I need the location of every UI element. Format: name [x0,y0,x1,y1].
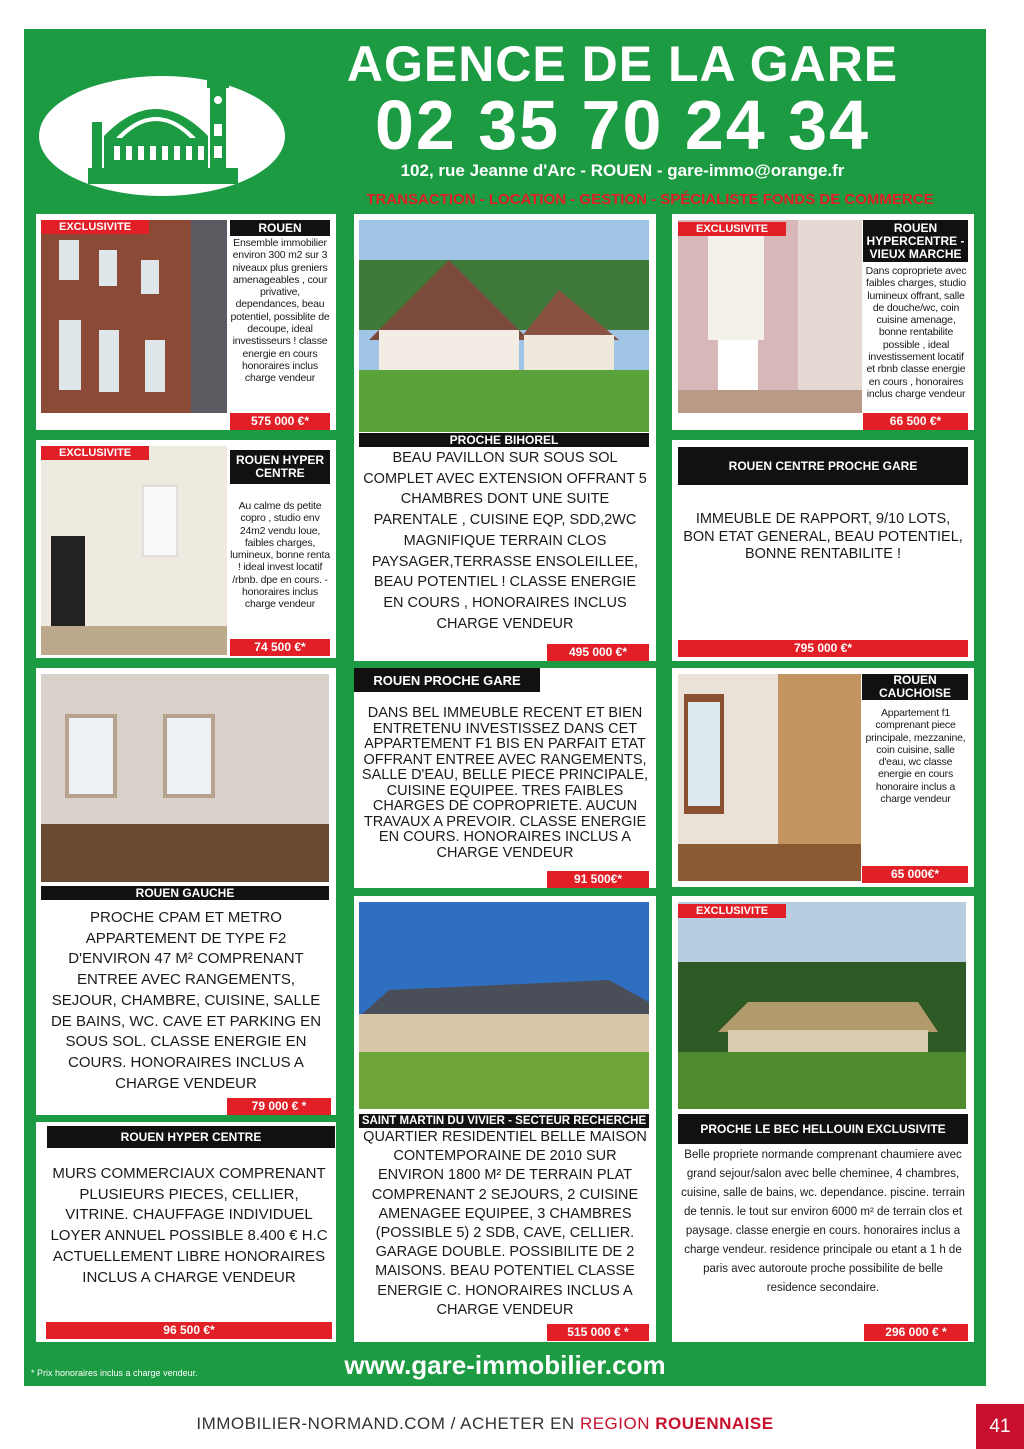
listing-description: Belle propriete normande comprenant chaumiere avec grand sejour/salon avec belle cheminee, 4 chambres, cuisine, salle de bains, wc. dependance. piscine. terrain de tennis. le tout sur environ 6000 m² de terrain clos et paysage. classe energie en cours. honoraires inclus a charge vendeur. residence principale ou etant a 1 h de paris avec autoroute proche possibilite de belle residence secondaire. [681,1149,965,1294]
listing-price: 74 500 €* [230,639,330,656]
listing-title: PROCHE BIHOREL [359,433,649,447]
listing-card-rouen-hyper-centre-studio[interactable] [36,440,336,658]
photo-house-garden [359,220,649,432]
listing-description: Ensemble immobilier environ 300 m2 sur 3 niveaux plus greniers amenageables , cour privative, dependances, beau potentiel, possiblite de decoupe, ideal investisseurs ! classe energie en cours honoraires inclus charge vendeur [230,237,330,385]
listing-card-rouen-cauchoise[interactable] [672,668,974,887]
listing-card-rouen-proche-gare[interactable] [354,668,656,888]
listing-title: ROUEN GAUCHE [41,886,329,900]
region-word: REGION [579,1414,650,1433]
listing-title: ROUEN PROCHE GARE [354,668,540,692]
photo-studio-interior [678,220,862,413]
listing-card-saint-martin-du-vivier[interactable] [354,896,656,1342]
listing-title: ROUEN CAUCHOISE [862,674,968,700]
train-station-icon [86,74,246,190]
page-number: 41 [976,1404,1024,1449]
listing-price: 66 500 €* [863,413,968,430]
listing-title: ROUEN HYPERCENTRE -VIEUX MARCHE [863,220,968,262]
magazine-footer [0,1414,970,1434]
listing-card-rouen-gauche[interactable] [36,668,336,1115]
listing-price: 795 000 €* [678,640,968,657]
listing-description: Appartement f1 comprenant piece principale, mezzanine, coin cuisine, salle d'eau, wc classe energie en cours honoraire inclus a charge vendeur [865,707,966,806]
listing-card-rouen-centre-proche-gare[interactable] [672,440,974,661]
listing-description: MURS COMMERCIAUX COMPRENANT PLUSIEURS PIECES, CELLIER, VITRINE. CHAUFFAGE INDIVIDUEL LOYER ANNUEL POSSIBLE 8.400 € H.C ACTUELLEMENT LIBRE HONORAIRES INCLUS A CHARGE VENDEUR [50,1165,328,1286]
listing-price: 296 000 € * [864,1324,968,1341]
exclusivite-badge: EXCLUSIVITE [41,220,149,234]
listing-price: 96 500 €* [46,1322,332,1339]
listing-description: Au calme ds petite copro , studio env 24m2 vendu loue, faibles charges, lumineux, bonne renta ! ideal invest locatif /rbnb. dpe en cours. - honoraires inclus charge vendeur [230,500,330,611]
agency-name: AGENCE DE LA GARE [346,36,899,92]
photo-white-studio [41,446,227,655]
price-footnote: * Prix honoraires inclus a charge vendeur. [31,1368,198,1378]
listing-description: BEAU PAVILLON SUR SOUS SOL COMPLET AVEC EXTENSION OFFRANT 5 CHAMBRES DONT UNE SUITE PARENTALE , CUISINE EQP, SDD,2WC MAGNIFIQUE TERRAIN CLOS PAYSAGER,TERRASSE ENSOLEILLEE, BEAU POTENTIEL ! CLASSE ENERGIE EN COURS , HONORAIRES INCLUS CHARGE VENDEUR [363,450,647,632]
listing-card-proche-bihorel[interactable] [354,214,656,661]
listing-description: IMMEUBLE DE RAPPORT, 9/10 LOTS, BON ETAT GENERAL, BEAU POTENTIEL, BONNE RENTABILITE ! [683,511,963,562]
listing-title: ROUEN [230,220,330,236]
agency-services: TRANSACTION - LOCATION - GESTION - SPÉCIALISTE FONDS DE COMMERCE [366,191,934,208]
listing-price: 91 500€* [547,871,649,888]
photo-brick-building [41,220,227,413]
listing-price: 65 000€* [862,866,968,883]
agency-address: 102, rue Jeanne d'Arc - ROUEN - gare-immo@orange.fr [400,161,845,180]
listing-price: 515 000 € * [547,1324,649,1341]
listing-price: 495 000 €* [547,644,649,661]
listing-title: SAINT MARTIN DU VIVIER - SECTEUR RECHERCHE [359,1114,649,1128]
listing-price: 575 000 €* [230,413,330,430]
listing-description: Dans copropriete avec faibles charges, studio lumineux offrant, salle de douche/wc, coin cuisine amenage, bonne rentabilite possible , ideal investissement locatif et rbnb classe energie en cours , honoraires inclus charge vendeur [865,265,967,400]
exclusivite-badge: EXCLUSIVITE [678,222,786,236]
exclusivite-badge: EXCLUSIVITE [678,904,786,918]
listing-title: ROUEN HYPER CENTRE [47,1126,335,1148]
photo-mezzanine-apartment [678,674,861,881]
listing-card-proche-le-bec-hellouin[interactable] [672,896,974,1342]
listing-description: QUARTIER RESIDENTIEL BELLE MAISON CONTEMPORAINE DE 2010 SUR ENVIRON 1800 M² DE TERRAIN PLAT COMPRENANT 2 SEJOURS, 2 CUISINE AMENAGEE EQUIPEE, 3 CHAMBRES (POSSIBLE 5) 2 SDB, CAVE, CELLIER. GARAGE DOUBLE. POSSIBILITE DE 2 MAISONS. BEAU POTENTIEL CLASSE ENERGIE C. HONORAIRES INCLUS A CHARGE VENDEUR [363,1129,647,1318]
listing-price: 79 000 € * [227,1098,331,1115]
listing-description: DANS BEL IMMEUBLE RECENT ET BIEN ENTRETENU INVESTISSEZ DANS CET APPARTEMENT F1 BIS EN PARFAIT ETAT OFFRANT ENTREE AVEC RANGEMENTS, SALLE D'EAU, BELLE PIECE PRINCIPALE, CUISINE EQUIPEE. TRES FAIBLES CHARGES DE COPROPRIETE. AUCUN TRAVAUX A PREVOIR. CLASSE ENERGIE EN COURS. HONORAIRES INCLUS A CHARGE VENDEUR [361,705,649,861]
exclusivite-badge: EXCLUSIVITE [41,446,149,460]
listing-description: PROCHE CPAM ET METRO APPARTEMENT DE TYPE F2 D'ENVIRON 47 M² COMPRENANT ENTREE AVEC RANGEMENTS, SEJOUR, CHAMBRE, CUISINE, SALLE DE BAINS, WC. CAVE ET PARKING EN SOUS SOL. CLASSE ENERGIE EN COURS. HONORAIRES INCLUS A CHARGE VENDEUR [50,909,322,1092]
listing-title: PROCHE LE BEC HELLOUIN EXCLUSIVITE [678,1114,968,1144]
listing-title: ROUEN HYPER CENTRE [230,450,330,484]
photo-normandy-thatched-house [678,902,966,1109]
photo-contemporary-house [359,902,649,1109]
region-name: ROUENNAISE [655,1414,774,1433]
magazine-site[interactable]: IMMOBILIER-NORMAND.COM / ACHETER EN [196,1414,575,1433]
website-link[interactable]: www.gare-immobilier.com [344,1350,666,1380]
photo-empty-apartment [41,674,329,882]
listing-card-rouen[interactable] [36,214,336,430]
listing-card-rouen-hyper-centre-murs[interactable] [36,1122,336,1342]
agency-phone[interactable]: 02 35 70 24 34 [374,86,871,164]
listing-card-rouen-hypercentre-vieux-marche[interactable] [672,214,974,430]
listing-title: ROUEN CENTRE PROCHE GARE [678,447,968,485]
